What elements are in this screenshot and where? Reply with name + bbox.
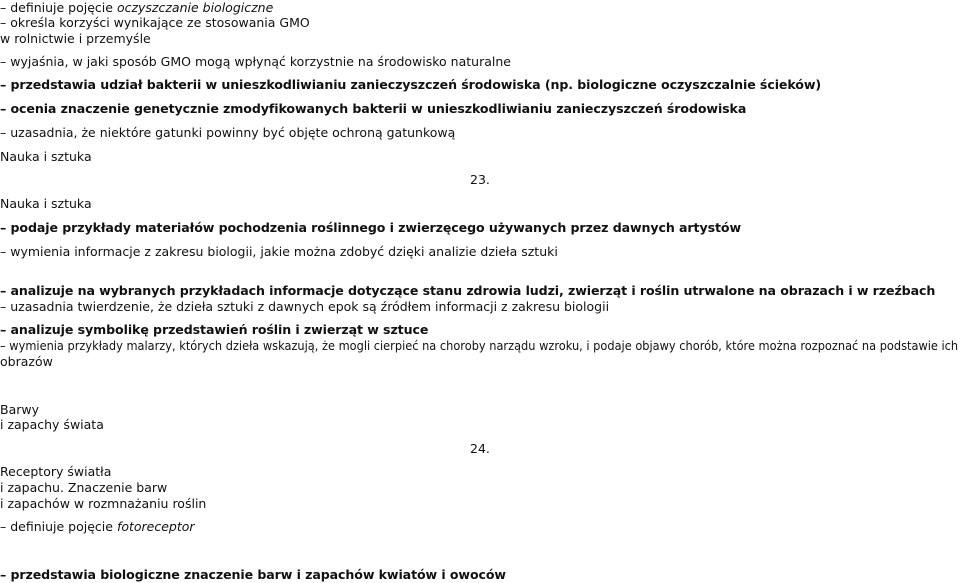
lesson-number: 23. — [470, 172, 490, 187]
text-line: – wymienia przykłady malarzy, których dzieła wskazują, że mogli cierpieć na choroby narządu wzroku, i podaje objawy chorób, które można rozpoznać na podstawie ich — [0, 338, 959, 353]
text-line-bold: – podaje przykłady materiałów pochodzenia roślinnego i zwierzęcego używanych przez dawnych artystów — [0, 220, 741, 235]
text-line-bold: – analizuje symbolikę przedstawień roślin i zwierząt w sztuce — [0, 322, 429, 337]
text-line-prefix: – definiuje pojęcie — [0, 0, 117, 15]
text-line: obrazów — [0, 354, 53, 369]
text-line: – wymienia informacje z zakresu biologii, jakie można zdobyć dzięki analizie dzieła sztuki — [0, 244, 558, 259]
section-label: i zapachy świata — [0, 417, 104, 432]
text-line-prefix: – definiuje pojęcie — [0, 519, 117, 534]
text-line: – uzasadnia twierdzenie, że dzieła sztuki z dawnych epok są źródłem informacji z zakresu biologii — [0, 299, 610, 314]
text-line-bold: – analizuje na wybranych przykładach informacje dotyczące stanu zdrowia ludzi, zwierząt i roślin utrwalone na obrazach i w rzeźbach — [0, 283, 936, 298]
section-label: Nauka i sztuka — [0, 196, 92, 211]
lesson-title: Receptory światła — [0, 464, 112, 479]
section-label: Nauka i sztuka — [0, 149, 92, 164]
lesson-title: i zapachów w rozmnażaniu roślin — [0, 496, 207, 511]
text-line: – uzasadnia, że niektóre gatunki powinny być objęte ochroną gatunkową — [0, 125, 456, 140]
text-line-bold: – przedstawia udział bakterii w unieszkodliwianiu zanieczyszczeń środowiska (np. biologiczne oczyszczalnie ścieków) — [0, 77, 822, 92]
lesson-number: 24. — [470, 441, 490, 456]
text-line-bold: – przedstawia biologiczne znaczenie barw i zapachów kwiatów i owoców — [0, 567, 506, 582]
lesson-title: i zapachu. Znaczenie barw — [0, 480, 168, 495]
text-line: – wyjaśnia, w jaki sposób GMO mogą wpłynąć korzystnie na środowisko naturalne — [0, 54, 511, 69]
text-line-bold: – ocenia znaczenie genetycznie zmodyfikowanych bakterii w unieszkodliwianiu zanieczyszczeń środowiska — [0, 101, 747, 116]
text-line: w rolnictwie i przemyśle — [0, 31, 151, 46]
text-line — [0, 519, 195, 534]
text-line — [0, 0, 273, 15]
term-italic: fotoreceptor — [116, 519, 195, 534]
section-label: Barwy — [0, 402, 39, 417]
term-italic: oczyszczanie biologiczne — [116, 0, 274, 15]
text-line: – określa korzyści wynikające ze stosowania GMO — [0, 15, 310, 30]
